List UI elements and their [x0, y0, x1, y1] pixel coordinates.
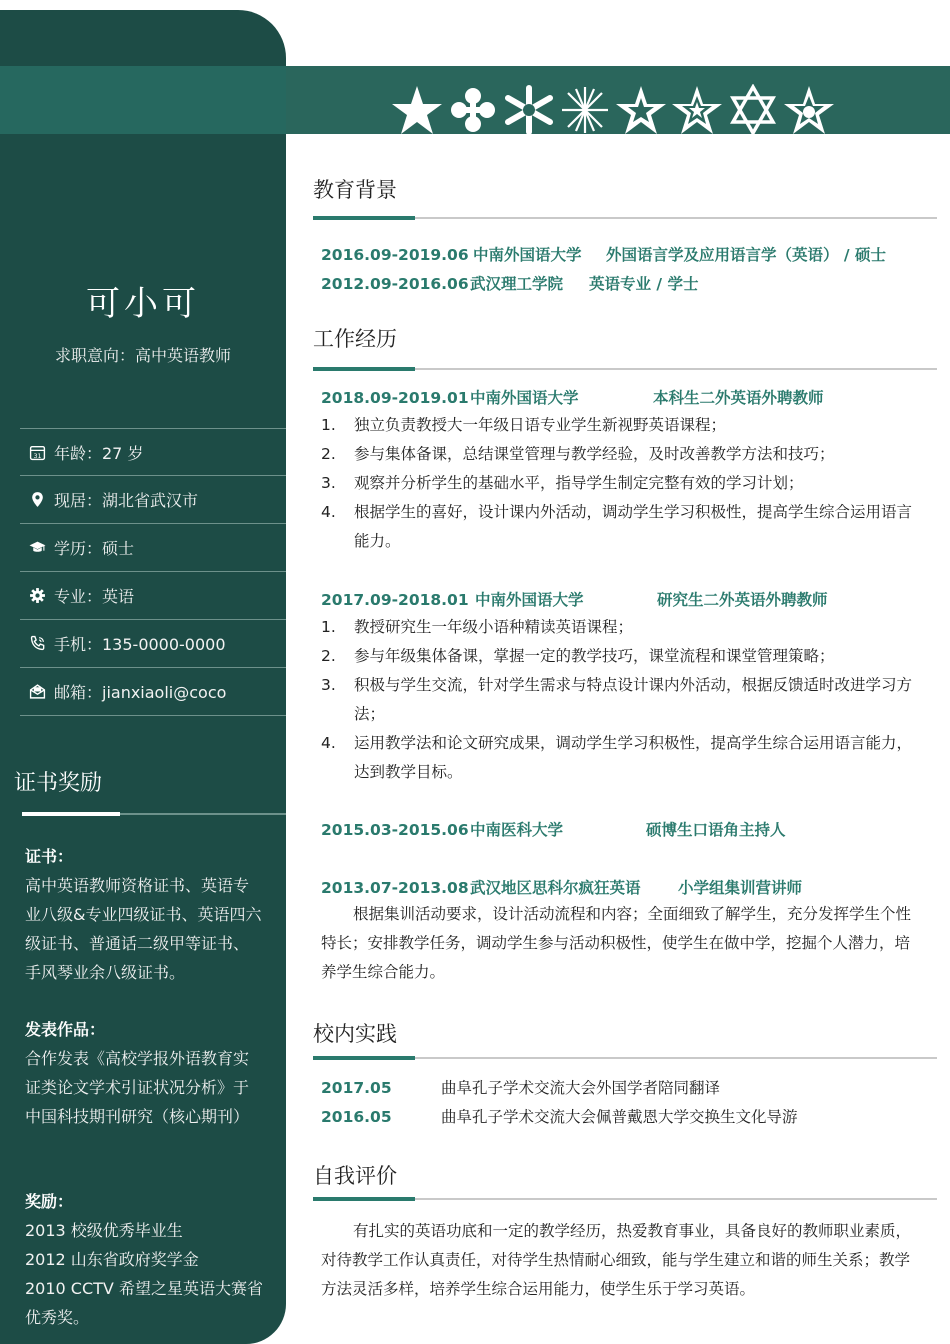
education-major: 英语专业 / 学士	[589, 275, 699, 293]
campus-item	[321, 1105, 798, 1127]
info-phone-text: 手机：135-0000-0000	[54, 635, 226, 654]
duty-item: 2. 参与年级集体备课，掌握一定的教学技巧，课堂流程和课堂管理策略；	[321, 647, 835, 665]
education-school: 武汉理工学院	[470, 275, 564, 293]
campus-rule-accent	[313, 1056, 415, 1060]
info-age-text: 年龄：27 岁	[54, 443, 144, 463]
job-date: 2018.09-2019.01	[321, 389, 469, 407]
awards-title-rule	[22, 813, 286, 815]
campus-rule	[313, 1057, 937, 1059]
info-email-text: 邮箱：jianxiaoli@coco	[54, 683, 227, 702]
education-rule-accent	[313, 216, 415, 220]
sidebar	[0, 10, 286, 1344]
job-description: 根据集训活动要求，设计活动流程和内容；全面细致了解学生，充分发挥学生个性特长；安排教学任务，调动学生参与活动积极性，使学生在做中学，挖掘个人潜力，培养学生综合能力。	[321, 905, 912, 981]
education-school: 中南外国语大学	[473, 246, 582, 264]
duty-item: 4. 运用教学法和论文研究成果，调动学生学习积极性，提高学生综合运用语言能力，达到教学目标。	[321, 734, 913, 781]
info-residence-text: 现居：湖北省武汉市	[54, 491, 199, 510]
publications-block	[25, 1015, 263, 1131]
self-eval-title: 自我评价	[313, 1164, 397, 1188]
duty-item: 1. 独立负责教授大一年级日语专业学生新视野英语课程；	[321, 416, 727, 434]
certificates-text: 高中英语教师资格证书、英语专业八级&专业四级证书、英语四六级证书、普通话二级甲等证书、手风琴业余八级证书。	[25, 876, 262, 982]
job-role: 小学组集训营讲师	[678, 879, 803, 897]
self-eval-rule	[313, 1198, 937, 1200]
info-degree	[20, 524, 286, 572]
duty-item: 3. 观察并分析学生的基础水平，指导学生制定完整有效的学习计划；	[321, 474, 804, 492]
job-duties	[321, 613, 921, 787]
awards-label: 奖励：	[25, 1192, 74, 1211]
phone-icon	[24, 635, 50, 653]
education-title: 教育背景	[313, 178, 397, 202]
job-date: 2017.09-2018.01	[321, 591, 469, 609]
dot-star-icon	[782, 84, 836, 136]
publications-label: 发表作品：	[25, 1020, 106, 1039]
job-header	[321, 818, 786, 840]
clover-star-icon	[446, 84, 500, 136]
info-phone	[20, 620, 286, 668]
certificates-block	[25, 842, 263, 987]
education-major: 外国语言学及应用语言学（英语） / 硕士	[606, 246, 886, 264]
sidebar-band	[0, 66, 286, 134]
duty-item: 3. 积极与学生交流，针对学生需求与特点设计课内外活动，根据反馈适时改进学习方法；	[321, 676, 913, 723]
job-org: 中南外国语大学	[470, 389, 579, 407]
publications-text: 合作发表《高校学报外语教育实证类论文学术引证状况分析》于中国科技期刊研究（核心期刊）	[25, 1049, 250, 1126]
info-major	[20, 572, 286, 620]
info-age	[20, 428, 286, 476]
job-org: 中南外国语大学	[475, 591, 584, 609]
certificates-label: 证书：	[25, 847, 74, 866]
duty-item: 1. 教授研究生一年级小语种精读英语课程；	[321, 618, 634, 636]
job-role: 本科生二外英语外聘教师	[653, 389, 824, 407]
location-pin-icon	[24, 491, 50, 509]
decorative-stars	[390, 84, 836, 136]
calendar-icon	[24, 443, 50, 461]
campus-date: 2017.05	[321, 1079, 392, 1097]
job-org: 武汉地区思科尔疯狂英语	[470, 879, 641, 897]
campus-date: 2016.05	[321, 1108, 392, 1126]
info-major-text: 专业：英语	[54, 587, 135, 606]
double-star-icon	[670, 84, 724, 136]
education-item	[321, 272, 698, 294]
job-date: 2013.07-2013.08	[321, 879, 469, 897]
campus-text: 曲阜孔子学术交流大会外国学者陪同翻译	[441, 1079, 721, 1097]
awards-section-title: 证书奖励	[14, 771, 103, 796]
campus-title: 校内实践	[313, 1022, 397, 1046]
info-email	[20, 668, 286, 716]
job-header	[321, 386, 824, 408]
award-item: 2010 CCTV 希望之星英语大赛省优秀奖。	[25, 1279, 263, 1327]
education-item	[321, 243, 886, 265]
asterisk-star-icon	[502, 84, 556, 136]
self-eval-rule-accent	[313, 1197, 415, 1201]
job-intent: 求职意向：高中英语教师	[54, 346, 231, 365]
award-item: 2013 校级优秀毕业生	[25, 1221, 183, 1240]
work-title: 工作经历	[313, 327, 397, 351]
job-role: 硕博生口语角主持人	[646, 821, 786, 839]
job-org: 中南医科大学	[470, 821, 564, 839]
job-duties	[321, 411, 921, 556]
job-role: 研究生二外英语外聘教师	[657, 591, 828, 609]
education-date: 2012.09-2016.06	[321, 275, 469, 293]
work-rule-accent	[313, 367, 415, 371]
self-eval-text: 有扎实的英语功底和一定的教学经历，热爱教育事业，具备良好的教师职业素质，对待教学工作认真责任，对待学生热情耐心细致，能与学生建立和谐的师生关系；教学方法灵活多样，培养学生综合运用能力，使学生乐于学习英语。	[321, 1222, 912, 1298]
job-header	[321, 876, 802, 898]
award-item: 2012 山东省政府奖学金	[25, 1250, 199, 1269]
candidate-name: 可小可	[86, 284, 200, 324]
job-header	[321, 588, 828, 610]
graduation-cap-icon	[24, 539, 50, 557]
gear-icon	[24, 587, 50, 605]
campus-item	[321, 1076, 720, 1098]
awards-block	[25, 1187, 263, 1332]
duty-item: 4. 根据学生的喜好，设计课内外活动，调动学生学习积极性，提高学生综合运用语言能力。	[321, 503, 913, 550]
mail-icon	[24, 683, 50, 701]
job-date: 2015.03-2015.06	[321, 821, 469, 839]
duty-item: 2. 参与集体备课，总结课堂管理与教学经验，及时改善教学方法和技巧；	[321, 445, 835, 463]
education-date: 2016.09-2019.06	[321, 246, 469, 264]
education-rule	[313, 217, 937, 219]
outline-star-icon	[614, 84, 668, 136]
info-residence	[20, 476, 286, 524]
campus-text: 曲阜孔子学术交流大会佩普戴恩大学交换生文化导游	[441, 1108, 798, 1126]
info-degree-text: 学历：硕士	[54, 539, 135, 558]
star-icon	[390, 84, 444, 136]
awards-title-accent	[22, 812, 120, 816]
burst-star-icon	[558, 84, 612, 136]
svg-text:31: 31	[32, 451, 42, 460]
hexagram-icon	[726, 84, 780, 136]
work-rule	[313, 368, 937, 370]
personal-info-list	[20, 428, 286, 716]
